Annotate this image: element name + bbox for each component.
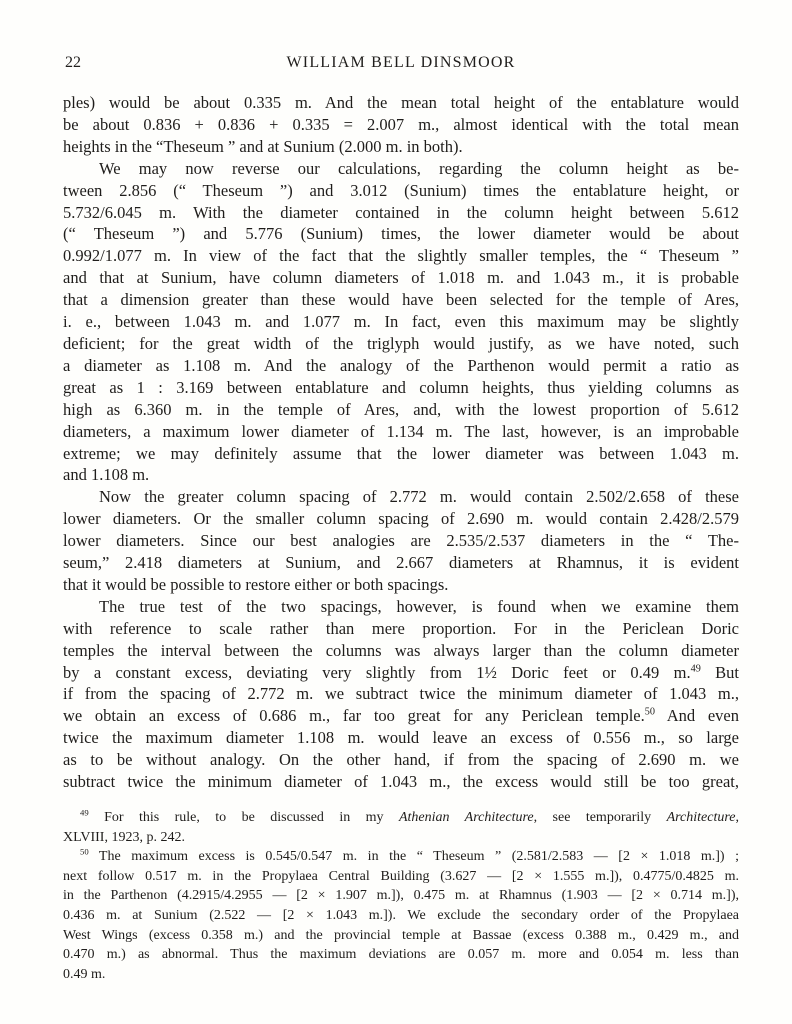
body-text-line: we obtain an excess of 0.686 m., far too great for any Periclean temple.$^{50}$ And even bbox=[63, 706, 739, 726]
body-text-line: with reference to scale rather than mere proportion. For in the Periclean Doric bbox=[63, 618, 739, 638]
body-text-line: extreme; we may definitely assume that the lower diameter was between 1.043 m. bbox=[63, 443, 739, 463]
body-text-line: as to be without analogy. On the other hand, if from the spacing of 2.690 m. we bbox=[63, 750, 739, 770]
body-text-line: We may now reverse our calculations, regarding the column height as be- bbox=[99, 158, 739, 178]
body-text-line: be about 0.836 + 0.836 + 0.335 = 2.007 m., almost identical with the total mean bbox=[63, 114, 739, 134]
body-text-line: 5.732/6.045 m. With the diameter contained in the column height between 5.612 bbox=[63, 202, 739, 222]
body-text-line: diameters, a maximum lower diameter of 1.134 m. The last, however, is an improbable bbox=[63, 421, 739, 441]
running-head: WILLIAM BELL DINSMOOR bbox=[286, 54, 516, 71]
footnotes bbox=[63, 808, 739, 984]
body-text-line: 0.992/1.077 m. In view of the fact that the slightly smaller temples, the “ Theseum ” bbox=[63, 246, 739, 266]
body-text-line: high as 6.360 m. in the temple of Ares, and, with the lowest proportion of 5.612 bbox=[63, 399, 739, 419]
page-header bbox=[63, 54, 739, 74]
footnote-line: XLVIII, 1923, p. 242. bbox=[63, 829, 185, 845]
body-text-line: i. e., between 1.043 m. and 1.077 m. In fact, even this maximum may be slightly bbox=[63, 312, 739, 332]
body-text-line: subtract twice the minimum diameter of 1.043 m., the excess would still be too great, bbox=[63, 772, 739, 792]
body-text-line: temples the interval between the columns was always larger than the column diameter bbox=[63, 640, 739, 660]
body-text bbox=[63, 92, 739, 793]
body-text-line: (“ Theseum ”) and 5.776 (Sunium) times, the lower diameter would be about bbox=[63, 224, 739, 244]
body-text-line: The true test of the two spacings, however, is found when we examine them bbox=[99, 596, 739, 616]
page-number: 22 bbox=[65, 54, 81, 71]
footnote-line: 0.470 m.) as abnormal. Thus the maximum deviations are 0.057 m. more and 0.054 m. less than bbox=[63, 947, 739, 963]
body-text-line: a diameter as 1.108 m. And the analogy of the Parthenon would permit a ratio as bbox=[63, 355, 739, 375]
body-text-line: great as 1 : 3.169 between entablature and column heights, thus yielding columns as bbox=[63, 377, 739, 397]
footnote-line: West Wings (excess 0.358 m.) and the provincial temple at Bassae (excess 0.388 m., 0.429 m., and bbox=[63, 927, 739, 943]
footnote-line: 0.436 m. at Sunium (2.522 — [2 × 1.043 m.]). We exclude the secondary order of the Propylaea bbox=[63, 907, 739, 923]
footnote-line: next follow 0.517 m. in the Propylaea Central Building (3.627 — [2 × 1.555 m.]), 0.4775/0.4825 m. bbox=[63, 868, 739, 884]
body-text-line: by a constant excess, deviating very slightly from 1½ Doric feet or 0.49 m.$^{49}$ But bbox=[63, 662, 740, 682]
body-text-line: and that at Sunium, have column diameters of 1.018 m. and 1.043 m., it is probable bbox=[63, 268, 739, 288]
body-text-line: and 1.108 m. bbox=[63, 465, 150, 485]
body-text-line: lower diameters. Or the smaller column spacing of 2.690 m. would contain 2.428/2.579 bbox=[63, 509, 739, 529]
body-text-line: seum,” 2.418 diameters at Sunium, and 2.667 diameters at Rhamnus, it is evident bbox=[63, 553, 739, 573]
body-text-line: tween 2.856 (“ Theseum ”) and 3.012 (Sunium) times the entablature height, or bbox=[63, 180, 739, 200]
body-text-line: twice the maximum diameter 1.108 m. would leave an excess of 0.556 m., so large bbox=[63, 728, 739, 748]
footnote-line: 0.49 m. bbox=[63, 966, 106, 982]
body-text-line: heights in the “Theseum ” and at Sunium (2.000 m. in both). bbox=[63, 136, 463, 156]
body-text-line: deficient; for the great width of the triglyph would justify, as we have noted, such bbox=[63, 333, 739, 353]
body-text-line: Now the greater column spacing of 2.772 m. would contain 2.502/2.658 of these bbox=[99, 487, 739, 507]
footnote-line: $^{50}$ The maximum excess is 0.545/0.547 m. in the “ Theseum ” (2.581/2.583 — [2 × 1.018 m.]) ; bbox=[80, 846, 739, 865]
footnote-line: in the Parthenon (4.2915/4.2955 — [2 × 1.907 m.]), 0.475 m. at Rhamnus (1.903 — [2 × 0.714 m.]), bbox=[63, 888, 739, 904]
body-text-line: that it would be possible to restore either or both spacings. bbox=[63, 574, 449, 594]
body-text-line: ples) would be about 0.335 m. And the mean total height of the entablature would bbox=[63, 93, 739, 112]
footnote-line: $^{49}$ For this rule, to be discussed in my Athenian Architecture, see temporarily Architecture, bbox=[80, 807, 739, 825]
body-text-line: lower diameters. Since our best analogies are 2.535/2.537 diameters in the “ The- bbox=[63, 531, 739, 551]
body-text-line: that a dimension greater than these would have been selected for the temple of Ares, bbox=[63, 290, 739, 310]
body-text-line: if from the spacing of 2.772 m. we subtract twice the minimum diameter of 1.043 m., bbox=[63, 684, 739, 704]
